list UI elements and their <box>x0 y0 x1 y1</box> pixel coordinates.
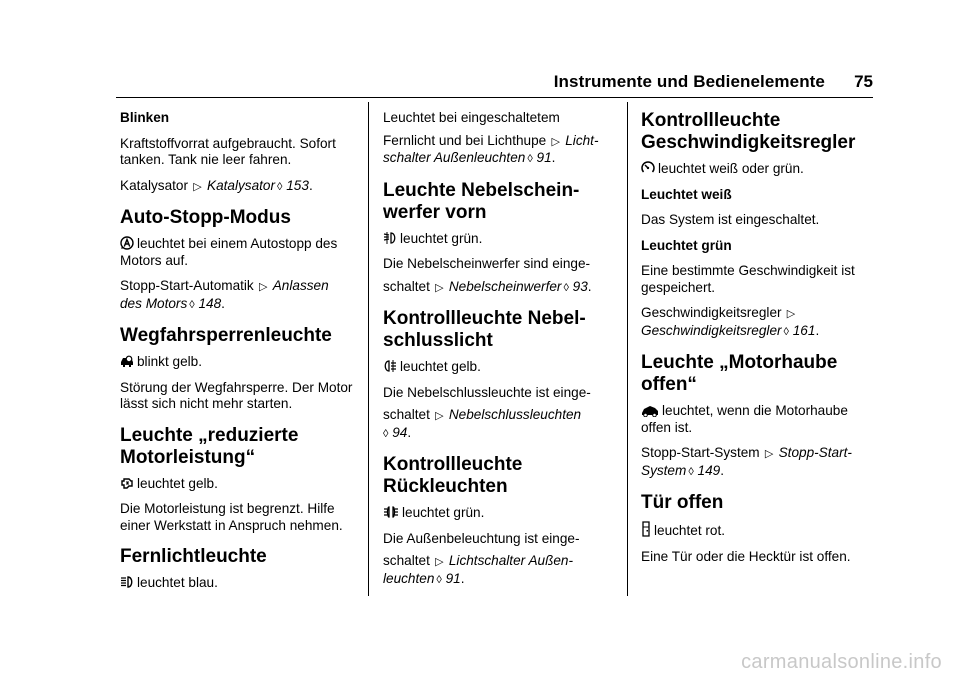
heading-reduzierte-motorleistung: Leuchte „reduzierte Motorleistung“ <box>120 424 299 468</box>
high-beam-icon <box>120 575 134 589</box>
page-number: 75 <box>854 72 873 91</box>
page-ref-lichtschalter-2[interactable]: 91 <box>445 570 461 586</box>
watermark: carmanualsonline.info <box>741 651 942 673</box>
chapter-title: Instrumente und Bedienelemente <box>553 72 825 91</box>
ref-geschwindigkeitsregler: Geschwindigkeitsregler ▷ Geschwindigkeitsregler ◊ 161. <box>641 305 820 338</box>
paragraph-auto-stopp: leuchtet bei einem Autostopp des Motors auf. <box>120 236 338 268</box>
paragraph-wegfahrsperre-desc: Störung der Wegfahrsperre. Der Motor lässt sich nicht mehr starten. <box>120 379 353 411</box>
paragraph-reduzierte: leuchtet gelb. <box>120 476 360 493</box>
hood-open-icon <box>641 405 659 417</box>
page-ref-icon: ◊ <box>189 298 195 311</box>
ref-lichtschalter-2: schaltet ▷ Lichtschalter Außen- leuchten ◊ 91. <box>383 553 574 586</box>
heading-rueckleuchten: Kontrollleuchte Rückleuchten <box>383 454 523 497</box>
link-geschwindigkeitsregler[interactable]: Geschwindigkeitsregler <box>641 322 782 338</box>
page-ref-nebelscheinwerfer[interactable]: 93 <box>572 278 588 294</box>
reference-arrow-icon: ▷ <box>764 448 774 460</box>
cruise-control-icon <box>641 161 655 175</box>
page-header <box>0 66 960 106</box>
heading-fernlicht: Fernlichtleuchte <box>120 546 267 567</box>
paragraph-geschwindigkeitsregler: leuchtet weiß oder grün. <box>641 161 881 178</box>
reference-arrow-icon: ▷ <box>551 135 560 148</box>
heading-auto-stopp: Auto-Stopp-Modus <box>120 207 291 228</box>
page-ref-stopp-start[interactable]: 149 <box>697 462 721 478</box>
heading-geschwindigkeitsregler: Kontrollleuchte Geschwindigkeitsregler <box>641 110 856 153</box>
heading-nebelscheinwerfer: Leuchte Nebelschein- werfer vorn <box>383 179 580 223</box>
link-aussenleuchten[interactable]: schalter Außenleuchten <box>383 150 526 165</box>
reference-arrow-icon: ▷ <box>435 410 444 422</box>
page-ref-icon: ◊ <box>436 573 442 586</box>
paragraph-fernlicht: leuchtet blau. <box>120 575 360 592</box>
paragraph-motorhaube: leuchtet, wenn die Motorhaube offen ist. <box>641 403 848 435</box>
link-katalysator[interactable]: Katalysator <box>207 177 276 193</box>
column-1 <box>120 110 360 592</box>
ref-katalysator: Katalysator ▷ Katalysator ◊ 153. <box>120 178 360 196</box>
heading-wegfahrsperre: Wegfahrsperrenleuchte <box>120 325 332 346</box>
paragraph-rueck-desc: Die Außenbeleuchtung ist einge- <box>383 530 580 546</box>
page-ref-icon: ◊ <box>563 281 569 294</box>
reference-arrow-icon: ▷ <box>435 281 444 294</box>
paragraph-kraftstoff: Kraftstoffvorrat aufgebraucht. Sofort tanken. Tank nie leer fahren. <box>120 135 336 167</box>
page-ref-lichtschalter[interactable]: 91 <box>536 150 552 165</box>
link-des-motors[interactable]: des Motors <box>120 295 188 311</box>
page-ref-nebelschlussleuchten[interactable]: 94 <box>392 424 408 440</box>
link-leuchten[interactable]: leuchten <box>383 570 435 586</box>
column-divider-1 <box>368 102 369 596</box>
ref-nebelschlussleuchten: schaltet ▷ Nebelschlussleuchten ◊ 94. <box>383 407 582 440</box>
door-open-icon <box>641 521 651 537</box>
header-rule <box>116 97 873 98</box>
page-ref-icon: ◊ <box>783 325 789 338</box>
front-fog-lamp-icon <box>383 231 397 245</box>
link-anlassen[interactable]: Anlassen <box>272 278 329 293</box>
column-divider-2 <box>627 102 628 596</box>
paragraph-tuer-desc: Eine Tür oder die Hecktür ist offen. <box>641 548 851 564</box>
link-system[interactable]: System <box>641 462 687 478</box>
column-3 <box>641 110 881 565</box>
paragraph-weiss: Das System ist eingeschaltet. <box>641 212 820 227</box>
heading-motorhaube: Leuchte „Motorhaube offen“ <box>641 352 838 395</box>
paragraph-nebelscheinwerfer: leuchtet grün. <box>383 231 615 248</box>
link-nebelschlussleuchten[interactable]: Nebelschlussleuchten <box>448 407 582 422</box>
heading-nebelschlusslicht: Kontrollleuchte Nebel- schlusslicht <box>383 308 586 351</box>
reference-arrow-icon: ▷ <box>786 308 796 320</box>
paragraph-nebel-desc: Die Nebelscheinwerfer sind einge- <box>383 256 591 271</box>
page-ref-icon: ◊ <box>383 427 389 440</box>
immobilizer-icon <box>120 354 134 368</box>
paragraph-tuer: leuchtet rot. <box>641 521 881 540</box>
reference-arrow-icon: ▷ <box>435 556 444 568</box>
link-stopp-start[interactable]: Stopp-Start- <box>778 445 852 460</box>
link-nebelscheinwerfer[interactable]: Nebelscheinwerfer <box>448 278 562 294</box>
subheading-blinken: Blinken <box>120 110 170 125</box>
paragraph-rueckleuchten: leuchtet grün. <box>383 505 615 522</box>
paragraph-nebelschlusslicht: leuchtet gelb. <box>383 359 615 376</box>
paragraph-fernlicht-cont: Leuchtet bei eingeschaltetem <box>383 110 560 125</box>
ref-stopp-start: Stopp-Start-System ▷ Stopp-Start- System ◊ 149. <box>641 445 852 478</box>
column-2 <box>383 110 615 588</box>
paragraph-reduzierte-desc: Die Motorleistung ist begrenzt. Hilfe einer Werkstatt in Anspruch nehmen. <box>120 501 343 533</box>
link-lichtschalter-aussen[interactable]: Lichtschalter Außen- <box>448 553 574 568</box>
page-ref-icon: ◊ <box>527 153 533 165</box>
auto-stop-icon <box>120 236 134 250</box>
reduced-power-icon <box>120 476 134 490</box>
ref-anlassen: Stopp-Start-Automatik ▷ Anlassen des Motors ◊ 148. <box>120 278 329 311</box>
reference-arrow-icon: ▷ <box>259 281 268 293</box>
subheading-weiss: Leuchtet weiß <box>641 186 732 202</box>
ref-nebelscheinwerfer: schaltet ▷ Nebelscheinwerfer ◊ 93. <box>383 279 615 297</box>
paragraph-gruen: Eine bestimmte Geschwindigkeit ist gespeichert. <box>641 263 855 295</box>
page-ref-icon: ◊ <box>688 465 694 478</box>
paragraph-schluss-desc: Die Nebelschlussleuchte ist einge- <box>383 384 591 400</box>
heading-tuer-offen: Tür offen <box>641 492 724 513</box>
page-ref-geschwindigkeitsregler[interactable]: 161 <box>792 322 816 338</box>
side-lamps-icon <box>383 505 399 519</box>
reference-arrow-icon: ▷ <box>193 180 202 193</box>
page-ref-anlassen[interactable]: 148 <box>198 295 222 311</box>
page-ref-katalysator[interactable]: 153 <box>286 177 309 193</box>
paragraph-wegfahrsperre: blinkt gelb. <box>120 354 360 371</box>
ref-lichtschalter: Fernlicht und bei Lichthupe ▷ Licht- schalter Außenleuchten ◊ 91. <box>383 132 599 165</box>
link-lichtschalter[interactable]: Licht- <box>565 132 599 148</box>
rear-fog-lamp-icon <box>383 359 397 373</box>
subheading-gruen: Leuchtet grün <box>641 237 732 253</box>
page-ref-icon: ◊ <box>277 180 283 193</box>
